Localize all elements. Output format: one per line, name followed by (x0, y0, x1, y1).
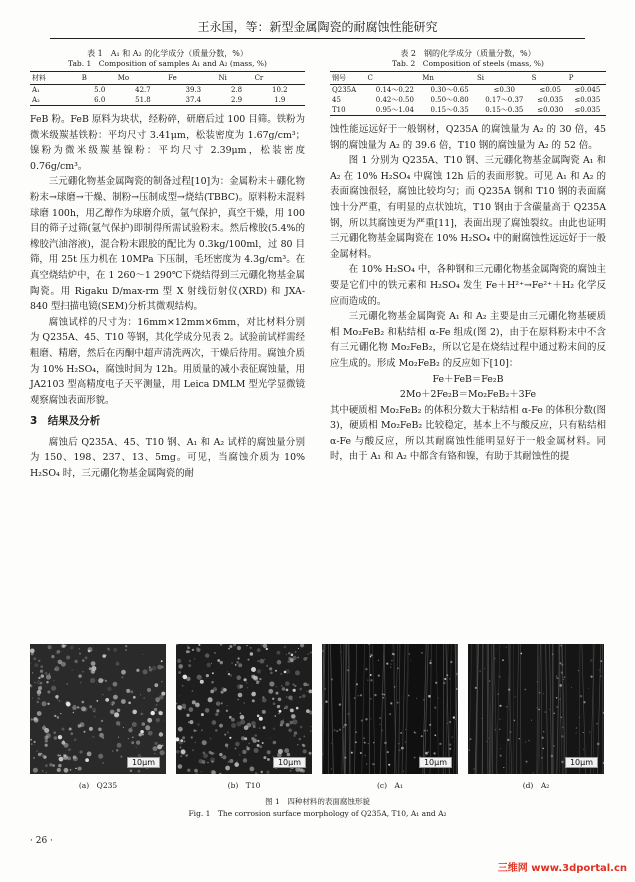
figure-caption-zh: 图 1 四种材料的表面腐蚀形貌 (265, 797, 370, 806)
table-cell: A₂ (30, 95, 82, 106)
table2-header-cell: 钢号 (330, 72, 368, 85)
table-cell: ≤0.035 (537, 96, 564, 104)
micrograph-q235 (30, 644, 166, 774)
table2-header-cell: S (532, 72, 569, 85)
left-paragraph-2: 三元硼化物基金属陶瓷的制备过程[10]为：金属粉末＋硼化物粉末→球磨→干燥、制粉→压制成型→烧结(TBBC)。原料粉末混料球磨 100h，用乙醇作为球磨介质，氩气保护，真空干燥，用 100 目的筛子过筛(氩气保护)即制得所需试验粉末。然后橡胶(5.4%的橡胶汽油溶液)，混合粉末跟胶的配比为 0.3kg/100ml，过 80 目筛，用 25t 压力机在 10MPa 下压制，毛坯密度为 4.3g/cm³。在真空烧结炉中，在 1 260～1 290℃下烧结得到三元硼化物基金属陶瓷。用 Rigaku D/max-rm 型 X 射线衍射仪(XRD) 和 JXA-840 型扫描电镜(SEM)分析其微观结构。 (30, 176, 305, 313)
table-cell: 6.0 (82, 95, 118, 106)
table2-header-cell: P (569, 72, 606, 85)
table-cell: 10.2 (271, 86, 288, 94)
table-cell: 0.95～1.04 (368, 105, 423, 116)
micrograph-a1-texture (322, 644, 458, 774)
table-row (30, 95, 305, 106)
scale-bar: 10μm (565, 757, 598, 768)
table-row (30, 85, 305, 96)
table2-header-cell: Mn (422, 72, 477, 85)
table2-caption: 表 2 钢的化学成分（质量分数，%） (400, 49, 536, 58)
page-number: · 26 · (30, 836, 53, 846)
micrograph-a2 (468, 644, 604, 774)
table1-header-cell: Fe (168, 72, 218, 85)
table-cell: 42.7 (135, 86, 151, 94)
table2-header-cell: Si (477, 72, 532, 85)
table-cell: ≤0.045 (574, 86, 601, 94)
figure-caption (30, 796, 605, 820)
watermark: 三维网 www.3dportal.cn (497, 863, 627, 874)
right-paragraph-2: 图 1 分别为 Q235A、T10 钢、三元硼化物基金属陶瓷 A₁ 和 A₂ 在 10% H₂SO₄ 中腐蚀 12h 后的表面形貌。可见 A₁ 和 A₂ 的表面腐蚀很轻，腐蚀比较均匀；而 Q235A 钢和 T10 钢的表面腐蚀十分严重，有明显的点状蚀坑，T10 钢由于含碳量高于 Q235A 钢，所以其腐蚀更为严重[11]，表面出现了腐蚀裂纹。由此也证明三元硼化物基金属陶瓷在 10% H₂SO₄ 中的耐腐蚀性远远好于一般金属材料。 (330, 155, 606, 260)
table-cell: 0.15～0.35 (477, 105, 532, 116)
table2-caption-en: Tab. 2 Composition of steels (mass, %) (392, 59, 544, 68)
table1-header-cell: Mo (118, 72, 168, 85)
table2-header-cell: C (368, 72, 423, 85)
table-row (330, 85, 606, 96)
table1-header-cell: Cr (255, 72, 305, 85)
table1-caption-en: Tab. 1 Composition of samples A₁ and A₂ (mass, %) (68, 59, 267, 68)
equation-1: Fe＋FeB＝Fe₂B (432, 373, 504, 385)
table1 (30, 71, 305, 106)
equation-2: 2Mo＋2Fe₂B＝Mo₂FeB₂＋3Fe (399, 389, 537, 401)
scale-bar: 10μm (273, 757, 306, 768)
table-cell: 2.9 (219, 95, 255, 106)
right-paragraph-5: 其中硬质相 Mo₂FeB₂ 的体积分数大于粘结相 α-Fe 的体积分数(图 3)，硬质相 Mo₂FeB₂ 比较稳定，基本上不与酸反应，只有粘结相 α-Fe 与酸反应，所以其耐腐蚀性能明显好于一般金属材料。同时，由于 A₁ 和 A₂ 中都含有铬和镍，有助于其耐蚀性的提 (330, 404, 606, 463)
left-paragraph-3: 腐蚀试样的尺寸为：16mm×12mm×6mm，对比材料分别为 Q235A、45、T10 等钢，其化学成分见表 2。试验前试样需经粗磨、精磨，然后在丙酮中超声清洗两次，干燥后待用。腐蚀介质为 10% H₂SO₄，腐蚀时间为 12h。用质量的减小表征腐蚀量，用 JA2103 型高精度电子天平测量，用 Leica DMLM 型光学显微镜观察腐蚀表面形貌。 (30, 316, 305, 406)
table-cell: ≤0.030 (532, 105, 569, 116)
table-cell: ≤0.035 (574, 96, 601, 104)
table-cell: 0.17～0.37 (485, 96, 524, 104)
table-cell: 0.42～0.50 (375, 96, 414, 104)
table-cell: 5.0 (94, 86, 106, 94)
table-cell: 45 (332, 96, 341, 104)
header-rule (50, 38, 585, 39)
table-cell: ≤0.30 (493, 86, 516, 94)
table-cell: 39.3 (185, 86, 202, 94)
micrograph-t10-texture (176, 644, 312, 774)
micrograph-a2-texture (468, 644, 604, 774)
micrograph-a1 (322, 644, 458, 774)
micrograph-t10 (176, 644, 312, 774)
section-heading: 3 结果及分析 (30, 415, 101, 428)
micrograph-q235-texture (30, 644, 166, 774)
table-cell: T10 (330, 105, 368, 116)
table-cell: Q235A (332, 86, 357, 94)
table-cell: ≤0.05 (539, 86, 561, 94)
left-column (30, 48, 305, 482)
table2 (330, 71, 606, 116)
panel-label-b: (b) T10 (227, 781, 261, 790)
running-header: 王永国，等：新型金属陶瓷的耐腐蚀性能研究 (197, 20, 438, 34)
right-paragraph-4: 三元硼化物基金属陶瓷 A₁ 和 A₂ 主要是由三元硼化物基硬质相 Mo₂FeB₂ 和粘结相 α-Fe 组成(图 2)，由于在原料粉末中不含有三元硼化物 Mo₂FeB₂，所以它是在烧结过程中通过粉末间的反应生成的。形成 Mo₂FeB₂ 的反应如下[10]： (330, 311, 606, 369)
right-paragraph-3: 在 10% H₂SO₄ 中，各种钢和三元硼化物基金属陶瓷的腐蚀主要是它们中的铁元素和 H₂SO₄ 发生 Fe＋H²⁺→Fe²⁺＋H₂ 化学反应而造成的。 (330, 264, 606, 307)
table-cell: 51.8 (118, 95, 168, 106)
table-row (330, 95, 606, 105)
scale-bar: 10μm (419, 757, 452, 768)
figure-caption-en: Fig. 1 The corrosion surface morphology of Q235A, T10, A₁ and A₂ (188, 809, 447, 818)
table1-header-cell: B (82, 72, 118, 85)
table1-header-cell: Ni (219, 72, 255, 85)
left-paragraph-1: FeB 粉。FeB 原料为块状，经粉碎，研磨后过 100 目筛。铁粉为微米级羰基铁粉：平均尺寸 3.41μm，松装密度为 1.67g/cm³；镍粉为微米级羰基镍粉：平均尺寸 2.39μm，松装密度 0.76g/cm³。 (30, 114, 305, 172)
panel-label-a: (a) Q235 (78, 781, 118, 790)
figure-1 (30, 644, 605, 774)
table1-caption: 表 1 A₁ 和 A₂ 的化学成分（质量分数，%） (87, 49, 248, 58)
right-paragraph-1: 蚀性能远远好于一般钢材，Q235A 的腐蚀量为 A₂ 的 30 倍，45 钢的腐蚀量为 A₂ 的 39.6 倍，T10 钢的腐蚀量为 A₂ 的 52 倍。 (330, 124, 606, 151)
left-paragraph-4: 腐蚀后 Q235A、45、T10 钢、A₁ 和 A₂ 试样的腐蚀量分别为 150、198、237、13、5mg。可见，当腐蚀介质为 10% H₂SO₄ 时，三元硼化物基金属陶瓷的耐 (30, 436, 305, 480)
right-column (330, 48, 606, 465)
table-cell: ≤0.035 (569, 105, 606, 116)
table-cell: 0.14～0.22 (375, 86, 414, 94)
table-cell: 0.15～0.35 (422, 105, 477, 116)
table-cell: 2.8 (230, 86, 243, 94)
table-cell: 0.50～0.80 (430, 96, 469, 104)
table-cell: 0.30～0.65 (430, 86, 469, 94)
table-cell: 1.9 (255, 95, 305, 106)
table-cell: A₁ (32, 86, 40, 94)
panel-label-c: (c) A₁ (377, 781, 403, 790)
table-row (330, 105, 606, 116)
table-cell: 37.4 (168, 95, 218, 106)
table1-header-cell: 材料 (30, 72, 82, 85)
panel-labels (30, 780, 605, 792)
scale-bar: 10μm (127, 757, 160, 768)
panel-label-d: (d) A₂ (522, 781, 550, 790)
